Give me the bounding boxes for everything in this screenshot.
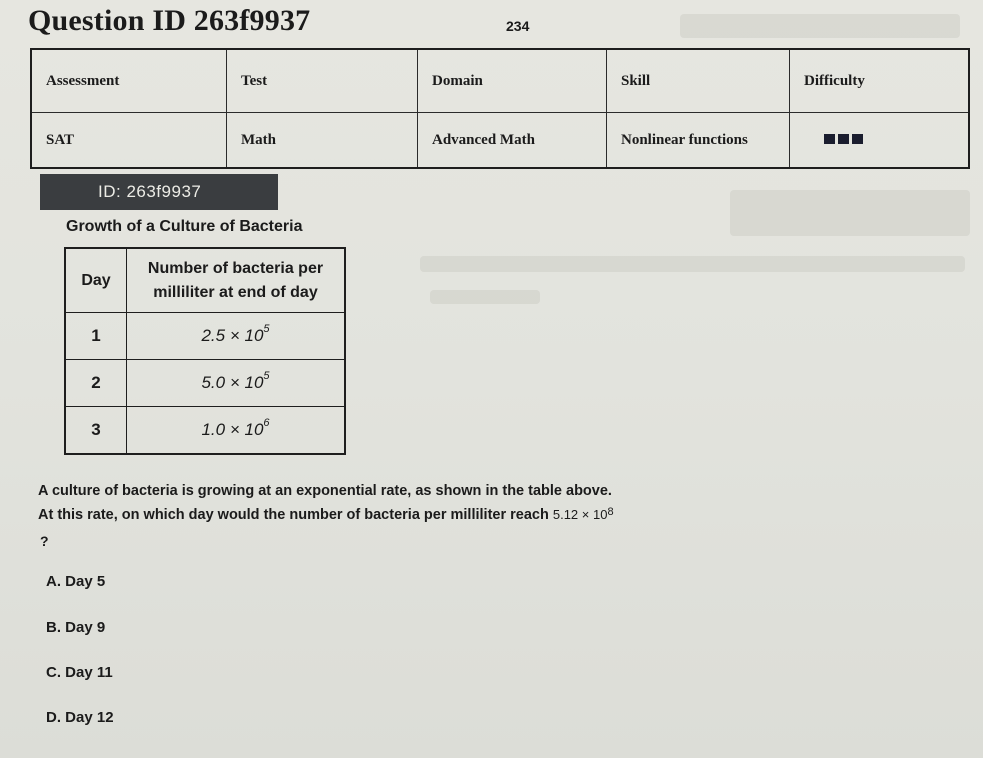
choice-text: Day 11 <box>65 664 113 681</box>
meta-header-test: Test <box>227 49 418 113</box>
choice-letter: D. <box>46 709 61 726</box>
row-count-mantissa: 1.0 <box>201 420 226 439</box>
bacteria-data-table <box>64 247 346 455</box>
meta-value-assessment: SAT <box>31 113 227 169</box>
row-count: $5.0 \times 10^5$ <box>127 360 346 407</box>
choice-b[interactable] <box>46 619 105 636</box>
table-row <box>65 360 345 407</box>
col-header-day: Day <box>65 248 127 313</box>
table-row <box>65 313 345 360</box>
difficulty-bars <box>824 134 863 144</box>
question-id-title: Question ID 263f9937 <box>28 4 311 37</box>
table-row <box>65 407 345 455</box>
row-day: 2 <box>65 360 127 407</box>
difficulty-bar <box>838 134 849 144</box>
choice-text: Day 12 <box>65 709 114 726</box>
question-end-mark: ? <box>40 533 49 549</box>
choice-text: Day 5 <box>65 573 106 590</box>
id-badge: ID: 263f9937 <box>40 174 278 210</box>
choice-c[interactable] <box>46 664 113 681</box>
choice-letter: B. <box>46 619 61 636</box>
row-count-exponent: 6 <box>263 417 270 429</box>
row-day: 3 <box>65 407 127 455</box>
bleed-through-mark <box>420 256 965 272</box>
choice-text: Day 9 <box>65 619 106 636</box>
row-day: 1 <box>65 313 127 360</box>
row-count-exponent: 5 <box>263 323 270 335</box>
difficulty-bar <box>852 134 863 144</box>
question-line-2-text: At this rate, on which day would the number of bacteria per milliliter reach <box>38 507 549 523</box>
row-count: $2.5 \times 10^5$ <box>127 313 346 360</box>
meta-value-difficulty <box>790 113 970 169</box>
page-number: 234 <box>506 18 530 34</box>
meta-value-skill: Nonlinear functions <box>607 113 790 169</box>
question-text <box>38 479 614 527</box>
meta-header-skill: Skill <box>607 49 790 113</box>
meta-value-row <box>31 113 969 169</box>
table-title: Growth of a Culture of Bacteria <box>66 218 303 235</box>
bleed-through-mark <box>430 290 540 304</box>
row-count-mantissa: 5.0 <box>201 373 226 392</box>
choice-letter: A. <box>46 573 61 590</box>
row-count-exponent: 5 <box>263 370 270 382</box>
choice-letter: C. <box>46 664 61 681</box>
row-count-mantissa: 2.5 <box>201 326 226 345</box>
target-value: $5.12 \times 10^8$ <box>552 506 614 522</box>
meta-header-domain: Domain <box>418 49 607 113</box>
target-mantissa: 5.12 <box>552 507 579 522</box>
question-line-2 <box>38 503 614 527</box>
difficulty-bar <box>824 134 835 144</box>
row-count: $1.0 \times 10^6$ <box>127 407 346 455</box>
target-exponent: 8 <box>607 506 614 518</box>
meta-header-row <box>31 49 969 113</box>
question-meta-table <box>30 48 970 169</box>
col-header-count-line1: Number of bacteria per <box>147 259 324 277</box>
data-table-header-row <box>65 248 345 313</box>
meta-header-assessment: Assessment <box>31 49 227 113</box>
meta-value-domain: Advanced Math <box>418 113 607 169</box>
choice-a[interactable] <box>46 573 105 590</box>
bleed-through-mark <box>730 190 970 236</box>
bleed-through-mark <box>680 14 960 38</box>
meta-header-difficulty: Difficulty <box>790 49 970 113</box>
col-header-count-line2: milliliter at end of day <box>153 283 318 301</box>
question-line-1: A culture of bacteria is growing at an exponential rate, as shown in the table above. <box>38 483 612 499</box>
choice-d[interactable] <box>46 709 114 726</box>
meta-value-test: Math <box>227 113 418 169</box>
col-header-count <box>127 248 346 313</box>
